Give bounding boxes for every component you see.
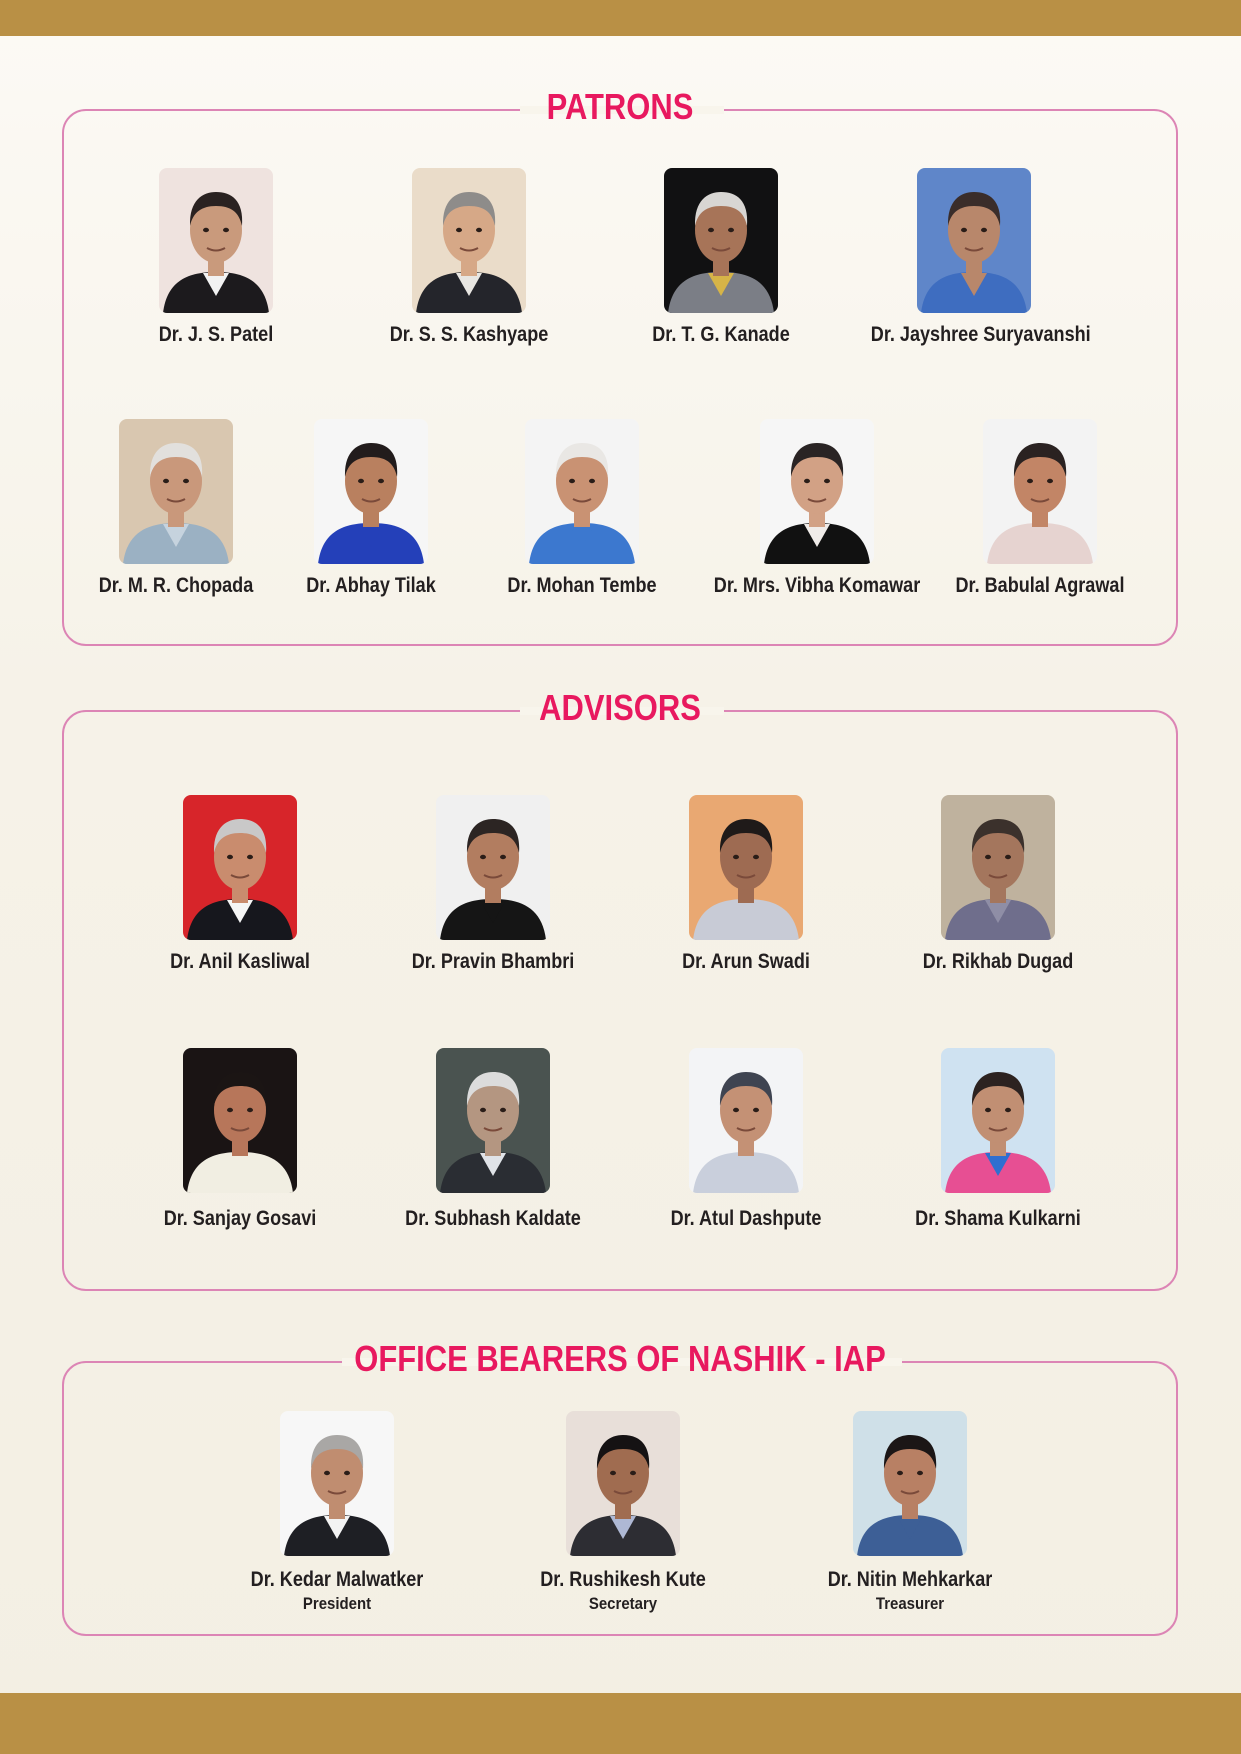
person-card — [878, 1048, 1118, 1231]
portrait-photo — [566, 1411, 680, 1556]
portrait-eye — [961, 228, 967, 232]
portrait-illustration — [525, 419, 639, 564]
portrait-eye — [824, 479, 830, 483]
portrait-illustration — [314, 419, 428, 564]
portrait-photo — [412, 168, 526, 313]
person-name: Dr. T. G. Kanade — [652, 323, 790, 346]
portrait-eye — [247, 1108, 253, 1112]
portrait-photo — [853, 1411, 967, 1556]
portrait-photo — [941, 795, 1055, 940]
person-name: Dr. J. S. Patel — [158, 323, 274, 346]
portrait-eye — [223, 228, 229, 232]
person-name: Dr. Shama Kulkarni — [915, 1207, 1081, 1230]
person-name: Dr. Atul Dashpute — [670, 1207, 822, 1230]
portrait-eye — [917, 1471, 923, 1475]
person-name: Dr. Arun Swadi — [682, 950, 810, 973]
portrait-eye — [733, 855, 739, 859]
portrait-photo — [689, 795, 803, 940]
portrait-photo — [159, 168, 273, 313]
person-role: Secretary — [588, 1594, 658, 1613]
person-card — [878, 795, 1118, 974]
portrait-eye — [728, 228, 734, 232]
portrait-eye — [500, 855, 506, 859]
person-card — [790, 1411, 1030, 1614]
portrait-illustration — [664, 168, 778, 313]
person-name: Dr. Abhay Tilak — [306, 574, 436, 597]
portrait-illustration — [119, 419, 233, 564]
portrait-photo — [760, 419, 874, 564]
portrait-illustration — [689, 795, 803, 940]
person-card — [373, 1048, 613, 1231]
portrait-illustration — [183, 1048, 297, 1193]
portrait-eye — [569, 479, 575, 483]
portrait-eye — [985, 1108, 991, 1112]
portrait-eye — [480, 855, 486, 859]
portrait-photo — [314, 419, 428, 564]
person-card — [217, 1411, 457, 1614]
portrait-illustration — [983, 419, 1097, 564]
portrait-photo — [664, 168, 778, 313]
portrait-eye — [480, 1108, 486, 1112]
person-name: Dr. Subhash Kaldate — [405, 1207, 581, 1230]
patrons-section — [62, 86, 1178, 646]
person-name: Dr. Rikhab Dugad — [922, 950, 1074, 973]
portrait-photo — [436, 795, 550, 940]
top-decorative-band — [0, 0, 1241, 36]
portrait-eye — [1005, 1108, 1011, 1112]
person-name: Dr. M. R. Chopada — [98, 574, 254, 597]
portrait-illustration — [941, 795, 1055, 940]
portrait-illustration — [436, 795, 550, 940]
person-name: Dr. Babulal Agrawal — [955, 574, 1125, 597]
person-card — [120, 1048, 360, 1231]
portrait-illustration — [941, 1048, 1055, 1193]
portrait-eye — [163, 479, 169, 483]
portrait-illustration — [760, 419, 874, 564]
portrait-photo — [183, 795, 297, 940]
portrait-illustration — [159, 168, 273, 313]
person-card — [120, 795, 360, 974]
portrait-eye — [344, 1471, 350, 1475]
portrait-illustration — [853, 1411, 967, 1556]
person-name: Dr. Anil Kasliwal — [170, 950, 310, 973]
person-card — [251, 419, 491, 598]
portrait-eye — [358, 479, 364, 483]
person-name: Dr. Mrs. Vibha Komawar — [713, 574, 921, 597]
bottom-decorative-band — [0, 1693, 1241, 1754]
portrait-illustration — [412, 168, 526, 313]
person-card — [462, 419, 702, 598]
person-card — [626, 795, 866, 974]
portrait-eye — [324, 1471, 330, 1475]
person-card — [626, 1048, 866, 1231]
person-card — [854, 168, 1094, 347]
portrait-eye — [1047, 479, 1053, 483]
person-name: Dr. Sanjay Gosavi — [163, 1207, 317, 1230]
advisors-title: ADVISORS — [539, 687, 701, 728]
person-role: President — [302, 1594, 372, 1613]
portrait-eye — [203, 228, 209, 232]
person-name: Dr. Jayshree Suryavanshi — [870, 323, 1091, 346]
portrait-photo — [917, 168, 1031, 313]
portrait-eye — [733, 1108, 739, 1112]
portrait-eye — [981, 228, 987, 232]
portrait-photo — [280, 1411, 394, 1556]
person-card — [503, 1411, 743, 1614]
portrait-eye — [1005, 855, 1011, 859]
portrait-photo — [689, 1048, 803, 1193]
portrait-illustration — [566, 1411, 680, 1556]
person-name: Dr. Pravin Bhambri — [411, 950, 575, 973]
person-card — [349, 168, 589, 347]
person-card — [96, 168, 336, 347]
portrait-eye — [378, 479, 384, 483]
portrait-eye — [183, 479, 189, 483]
person-card — [920, 419, 1160, 598]
portrait-eye — [227, 855, 233, 859]
portrait-illustration — [917, 168, 1031, 313]
person-name: Dr. Nitin Mehkarkar — [827, 1568, 993, 1591]
portrait-eye — [708, 228, 714, 232]
portrait-illustration — [436, 1048, 550, 1193]
patrons-title: PATRONS — [546, 86, 694, 127]
portrait-photo — [183, 1048, 297, 1193]
portrait-eye — [630, 1471, 636, 1475]
portrait-illustration — [689, 1048, 803, 1193]
portrait-eye — [753, 1108, 759, 1112]
portrait-illustration — [183, 795, 297, 940]
portrait-illustration — [280, 1411, 394, 1556]
portrait-photo — [525, 419, 639, 564]
portrait-eye — [500, 1108, 506, 1112]
portrait-eye — [610, 1471, 616, 1475]
portrait-eye — [897, 1471, 903, 1475]
portrait-eye — [589, 479, 595, 483]
portrait-eye — [247, 855, 253, 859]
person-name: Dr. Rushikesh Kute — [540, 1568, 706, 1591]
portrait-eye — [985, 855, 991, 859]
portrait-eye — [753, 855, 759, 859]
portrait-photo — [119, 419, 233, 564]
portrait-eye — [227, 1108, 233, 1112]
portrait-photo — [436, 1048, 550, 1193]
person-name: Dr. Kedar Malwatker — [250, 1568, 424, 1591]
person-card — [373, 795, 613, 974]
advisors-section — [62, 687, 1178, 1291]
person-card — [601, 168, 841, 347]
person-name: Dr. Mohan Tembe — [507, 574, 657, 597]
person-card — [697, 419, 937, 598]
portrait-photo — [983, 419, 1097, 564]
person-role: Treasurer — [875, 1594, 945, 1613]
office-bearers-title: OFFICE BEARERS OF NASHIK - IAP — [354, 1338, 886, 1379]
portrait-eye — [804, 479, 810, 483]
person-name: Dr. S. S. Kashyape — [389, 323, 549, 346]
portrait-photo — [941, 1048, 1055, 1193]
portrait-eye — [476, 228, 482, 232]
portrait-eye — [1027, 479, 1033, 483]
office-bearers-section — [62, 1338, 1178, 1636]
portrait-eye — [456, 228, 462, 232]
